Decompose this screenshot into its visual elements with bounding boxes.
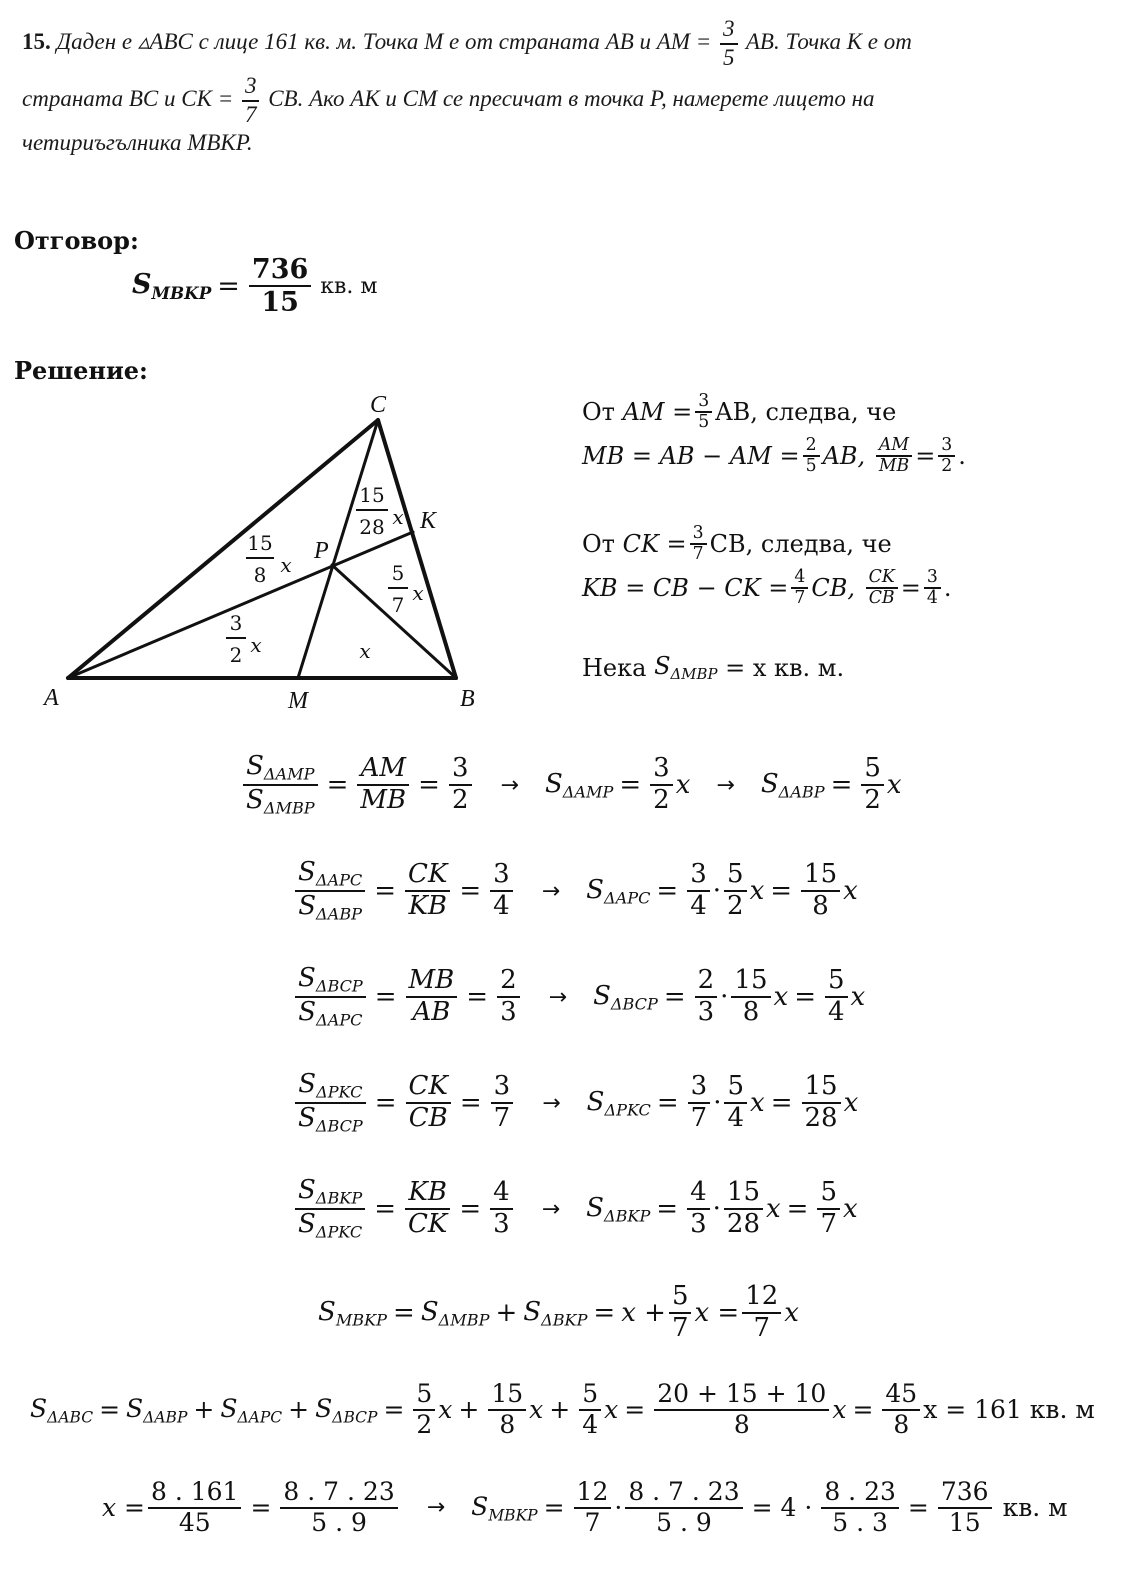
solution-line-2: MB = AB − AM = $\frac{2}{5}$ AB, $\frac{AM}{MB}$ = $\frac{3}{2}$ . (582, 435, 966, 476)
problem-line-1 (22, 14, 1117, 71)
problem-am-fraction: $\frac{3}{5}$ (720, 16, 738, 71)
problem-statement (22, 14, 1117, 158)
region-amp-var: x (250, 633, 262, 657)
region-apc-var: x (280, 553, 292, 577)
arrow-icon: → (716, 772, 735, 798)
problem-line-3 (22, 128, 1117, 158)
label-m: M (288, 688, 308, 714)
problem-text-3: четириъгълника MBKP. (22, 130, 253, 156)
arrow-icon: → (426, 1495, 446, 1521)
answer-heading: Отговор: (14, 226, 139, 255)
problem-text-2: страната BC и CK = (22, 86, 234, 112)
region-mbp-var: x (359, 639, 371, 663)
region-bkp-num: 5 (391, 561, 405, 585)
side-bc (378, 420, 456, 678)
region-bkp-var: x (412, 581, 424, 605)
solution-line-1: От AM = $\frac{3}{5}$ AB, следва, че (582, 391, 897, 432)
equation-row-4: $\frac{S_{\Delta PKC}}{S_{\Delta BCP}}$ = $\frac{CK}{CB}$ = $\frac{3}{7}$ → $S_{\Delta PKC}$ = $\frac{3}{7}$ · $\frac{5}{4}$ x = $\frac{15}{28}$ x (292, 1070, 858, 1136)
problem-number: 15. (22, 29, 51, 54)
region-pkc-num: 15 (359, 483, 385, 507)
triangle-diagram (30, 390, 530, 720)
problem-am-tail: AB. Точка K е от (745, 29, 912, 54)
label-k: K (420, 508, 437, 534)
equation-row-7: $S_{\Delta ABC}$ = $S_{\Delta ABP}$ + $S_{\Delta APC}$ + $S_{\Delta BCP}$ = $\frac{5}{2}$ x + $\frac{15}{8}$ x + $\frac{5}{4}$ x = $\frac{20 + 15 + 10}{8}$ x = $\frac{45}{8}$ x = 161 кв. м (30, 1379, 1095, 1439)
answer-fraction: $\frac{736}{15}$ (249, 254, 311, 318)
label-b: B (460, 686, 475, 712)
side-ac (68, 420, 378, 678)
equation-row-5: $\frac{S_{\Delta BKP}}{S_{\Delta PKC}}$ = $\frac{KB}{CK}$ = $\frac{4}{3}$ → $S_{\Delta BKP}$ = $\frac{4}{3}$ · $\frac{15}{28}$ x = $\frac{5}{7}$ x (292, 1176, 858, 1242)
label-c: C (370, 392, 387, 418)
region-apc-num: 15 (247, 531, 273, 555)
label-a: A (44, 685, 59, 711)
arrow-icon: → (500, 772, 519, 798)
region-apc-den: 8 (253, 563, 267, 587)
region-amp-num: 3 (229, 611, 243, 635)
arrow-icon: → (548, 984, 568, 1010)
region-bkp-den: 7 (391, 593, 405, 617)
problem-ck-fraction: $\frac{3}{7}$ (242, 73, 260, 128)
problem-text-1: Даден е ▵ABC с лице 161 кв. м. Точка M е от страната AB и AM = (56, 29, 712, 54)
arrow-icon: → (541, 1196, 561, 1222)
equation-row-8: x = $\frac{8 . 161}{45}$ = $\frac{8 . 7 . 23}{5 . 9}$ → $S_{MBKP}$ = $\frac{12}{7}$ · $\frac{8 . 7 . 23}{5 . 9}$ = 4 · $\frac{8 . 23}{5 . 3}$ = $\frac{736}{15}$ кв. м (102, 1477, 1068, 1537)
equation-row-2: $\frac{S_{\Delta APC}}{S_{\Delta ABP}}$ = $\frac{CK}{KB}$ = $\frac{3}{4}$ → $S_{\Delta APC}$ = $\frac{3}{4}$ · $\frac{5}{2}$ x = $\frac{15}{8}$ x (292, 858, 858, 924)
region-amp-den: 2 (229, 643, 243, 667)
answer-formula: $S_{MBKP}$ = $\frac{736}{15}$ кв. м (132, 254, 378, 319)
arrow-icon: → (541, 878, 561, 904)
solution-line-5: Нека $S_{\Delta MBP}$ = x кв. м. (582, 652, 845, 684)
label-p: P (314, 538, 329, 564)
region-pkc-var: x (392, 505, 404, 529)
solution-line-4: KB = CB − CK = $\frac{4}{7}$ CB, $\frac{CK}{CB}$ = $\frac{3}{4}$ . (582, 567, 952, 608)
equation-row-1: $\frac{S_{\Delta AMP}}{S_{\Delta MBP}}$ = $\frac{AM}{MB}$ = $\frac{3}{2}$ → $S_{\Delta AMP}$ = $\frac{3}{2}$ x → $S_{\Delta ABP}$ = $\frac{5}{2}$ x (240, 752, 902, 818)
solution-heading: Решение: (14, 356, 148, 385)
arrow-icon: → (542, 1090, 561, 1116)
region-pkc-den: 28 (359, 515, 385, 539)
answer-unit: кв. м (320, 273, 378, 299)
equation-row-6: $S_{MBKP}$ = $S_{\Delta MBP}$ + $S_{\Delta BKP}$ = x + $\frac{5}{7}$ x = $\frac{12}{7}$ x (318, 1281, 799, 1343)
solution-line-3: От CK = $\frac{3}{7}$ CB, следва, че (582, 523, 892, 564)
problem-ck-tail: CB. Ако AK и CM се пресичат в точка P, намерете лицето на (268, 86, 875, 112)
equation-row-3: $\frac{S_{\Delta BCP}}{S_{\Delta APC}}$ = $\frac{MB}{AB}$ = $\frac{2}{3}$ → $S_{\Delta BCP}$ = $\frac{2}{3}$ · $\frac{15}{8}$ x = $\frac{5}{4}$ x (292, 964, 865, 1030)
problem-line-2 (22, 71, 1117, 128)
answer-lhs: $S_{MBKP}$ (132, 269, 212, 303)
